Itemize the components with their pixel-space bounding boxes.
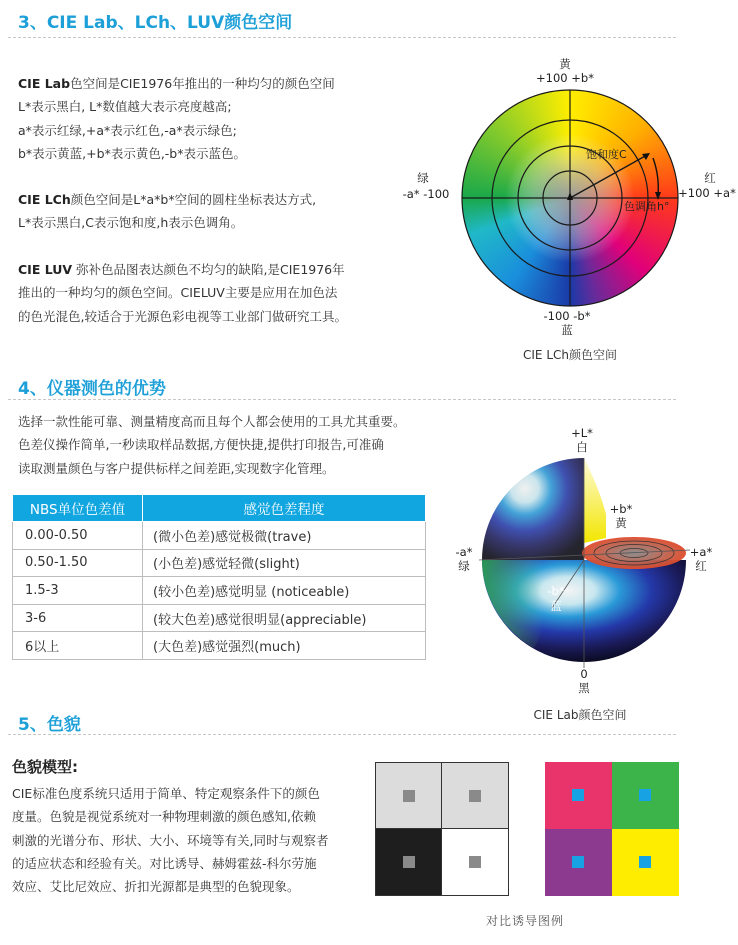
blue-patch bbox=[639, 789, 651, 801]
lab-line-2: L*表示黑白, L*数值越大表示亮度越高; bbox=[18, 99, 232, 115]
color-cell bbox=[612, 762, 679, 829]
column-header: 感觉色差程度 bbox=[143, 495, 426, 522]
color-cell bbox=[612, 829, 679, 896]
appearance-description bbox=[12, 782, 328, 898]
blue-label: 蓝 bbox=[550, 599, 562, 613]
gray-cell bbox=[376, 829, 442, 895]
appearance-line-5: 效应、艾比尼效应、折扣光源都是典型的色貌现象。 bbox=[12, 879, 300, 895]
luv-term: CIE LUV bbox=[18, 262, 73, 277]
lch-term: CIE LCh bbox=[18, 192, 71, 207]
perception-level: (微小色差)感觉极微(trave) bbox=[143, 522, 426, 550]
gray-cell bbox=[376, 763, 442, 829]
instrument-line-2: 色差仪操作简单,一秒读取样品数据,方便快捷,提供打印报告,可准确 bbox=[18, 437, 384, 453]
blue-patch bbox=[572, 789, 584, 801]
plus-a-label: +100 +a* bbox=[678, 186, 736, 200]
red-label: 红 bbox=[704, 171, 716, 185]
instrument-line-1: 选择一款性能可靠、测量精度高而且每个人都会使用的工具尤其重要。 bbox=[18, 414, 406, 429]
divider bbox=[8, 399, 676, 400]
lch-line-1: 颜色空间是L*a*b*空间的圆柱坐标表达方式, bbox=[70, 192, 317, 207]
appearance-line-2: 度量。色貌是视觉系统对一种物理刺激的颜色感知,依赖 bbox=[12, 809, 316, 825]
green-label: 绿 bbox=[417, 171, 429, 185]
table-row bbox=[13, 632, 426, 660]
divider bbox=[8, 734, 676, 735]
minus-b-label: -100 -b* bbox=[543, 309, 591, 323]
lab-line-4: b*表示黄蓝,+b*表示黄色,-b*表示蓝色。 bbox=[18, 145, 246, 161]
blue-label: 蓝 bbox=[561, 323, 573, 337]
instrument-description bbox=[18, 410, 406, 480]
perception-level: (较小色差)感觉明显 (noticeable) bbox=[143, 577, 426, 605]
lab-color-sphere bbox=[474, 448, 694, 668]
nbs-value: 1.5-3 bbox=[13, 577, 143, 605]
lab-line-1: 色空间是CIE1976年推出的一种均匀的颜色空间 bbox=[70, 76, 335, 91]
white-label: 白 bbox=[576, 440, 588, 454]
perception-level: (较大色差)感觉很明显(appreciable) bbox=[143, 604, 426, 632]
divider bbox=[8, 37, 676, 38]
gray-patch bbox=[469, 790, 481, 802]
lab-caption: CIE Lab颜色空间 bbox=[533, 708, 627, 722]
red-label: 红 bbox=[695, 559, 707, 573]
gray-patch bbox=[403, 790, 415, 802]
lab-line-3: a*表示红绿,+a*表示红色,-a*表示绿色; bbox=[18, 122, 237, 138]
yellow-label: 黄 bbox=[559, 57, 571, 71]
section-5-title: 5、色貌 bbox=[18, 715, 81, 735]
minus-a-label: -a* bbox=[455, 545, 473, 559]
green-label: 绿 bbox=[458, 559, 470, 573]
black-label: 黑 bbox=[578, 681, 590, 695]
minus-a-label: -a* -100 bbox=[402, 187, 450, 201]
nbs-value: 6以上 bbox=[13, 632, 143, 660]
luv-line-3: 的色光混色,较适合于光源色彩电视等工业部门做研究工具。 bbox=[18, 308, 347, 324]
luv-line-2: 推出的一种均匀的颜色空间。CIELUV主要是应用在加色法 bbox=[18, 285, 338, 301]
lch-line-2: L*表示黑白,C表示饱和度,h表示色调角。 bbox=[18, 215, 244, 231]
gray-cell bbox=[442, 829, 508, 895]
section-3-title: 3、CIE Lab、LCh、LUV颜色空间 bbox=[18, 13, 293, 33]
yellow-label: 黄 bbox=[615, 516, 627, 530]
gray-patch bbox=[403, 856, 415, 868]
blue-patch bbox=[572, 856, 584, 868]
chroma-label: 饱和度C bbox=[586, 148, 627, 161]
lch-caption: CIE LCh颜色空间 bbox=[523, 348, 617, 362]
appearance-line-1: CIE标准色度系统只适用于简单、特定观察条件下的颜色 bbox=[12, 786, 320, 801]
minus-b-label: -b* bbox=[547, 584, 565, 598]
luv-line-1: 弥补色品图表达颜色不均匀的缺陷,是CIE1976年 bbox=[72, 262, 345, 277]
gray-patch bbox=[469, 856, 481, 868]
plus-b-label: +b* bbox=[609, 502, 633, 516]
appearance-line-3: 刺激的光谱分布、形状、大小、环境等有关,同时与观察者 bbox=[12, 832, 329, 848]
column-header: NBS单位色差值 bbox=[13, 495, 143, 522]
contrast-caption: 对比诱导图例 bbox=[485, 914, 564, 928]
appearance-model-title: 色貌模型: bbox=[12, 758, 78, 776]
color-contrast-board bbox=[545, 762, 679, 896]
table-row bbox=[13, 522, 426, 550]
lch-description bbox=[18, 188, 316, 235]
plus-b-label: +100 +b* bbox=[536, 71, 594, 85]
appearance-line-4: 的适应状态和经验有关。对比诱导、赫姆霍兹-科尔劳施 bbox=[12, 855, 317, 871]
table-row bbox=[13, 604, 426, 632]
perception-level: (小色差)感觉轻微(slight) bbox=[143, 549, 426, 577]
blue-patch bbox=[639, 856, 651, 868]
perception-level: (大色差)感觉强烈(much) bbox=[143, 632, 426, 660]
color-cell bbox=[545, 762, 612, 829]
gray-cell bbox=[442, 763, 508, 829]
instrument-line-3: 读取测量颜色与客户提供标样之间差距,实现数字化管理。 bbox=[18, 460, 335, 476]
nbs-color-difference-table bbox=[12, 494, 426, 660]
nbs-value: 0.00-0.50 bbox=[13, 522, 143, 550]
lab-term: CIE Lab bbox=[18, 76, 71, 91]
section-4-title: 4、仪器测色的优势 bbox=[18, 379, 166, 399]
plus-a-label: +a* bbox=[689, 545, 713, 559]
table-row bbox=[13, 577, 426, 605]
lab-description bbox=[18, 72, 335, 165]
nbs-value: 0.50-1.50 bbox=[13, 549, 143, 577]
nbs-value: 3-6 bbox=[13, 604, 143, 632]
luv-description bbox=[18, 258, 347, 328]
gray-contrast-board bbox=[375, 762, 509, 896]
hue-angle-label: 色调角h° bbox=[624, 200, 670, 213]
color-cell bbox=[545, 829, 612, 896]
lch-color-wheel bbox=[460, 88, 680, 308]
zero-label: 0 bbox=[580, 667, 588, 681]
plus-l-label: +L* bbox=[571, 426, 593, 440]
table-header-row bbox=[13, 495, 426, 522]
table-row bbox=[13, 549, 426, 577]
